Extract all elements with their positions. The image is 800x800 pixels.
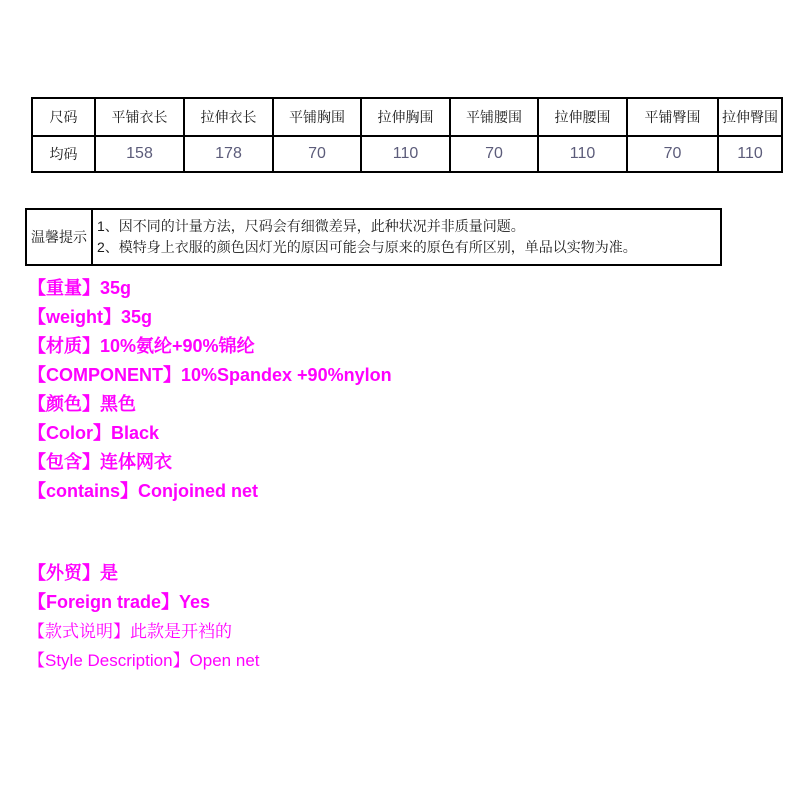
size-table-cell-stretch-hip: 110	[718, 136, 782, 172]
size-table-cell-flat-length: 158	[95, 136, 184, 172]
size-table-header-stretch-length: 拉伸衣长	[184, 98, 273, 136]
detail-color-en: 【Color】Black	[28, 423, 160, 443]
size-table-cell-size: 均码	[32, 136, 95, 172]
product-details	[28, 274, 392, 675]
notice-label: 温馨提示	[27, 210, 93, 264]
detail-foreign-trade-cn: 【外贸】是	[28, 563, 118, 583]
detail-color-cn: 【颜色】黑色	[28, 394, 136, 414]
size-table-cell-flat-bust: 70	[273, 136, 361, 172]
notice-line-2: 2、模特身上衣服的颜色因灯光的原因可能会与原来的原色有所区别，单品以实物为准。	[97, 239, 637, 255]
notice-body	[93, 210, 720, 264]
detail-contains-cn: 【包含】连体网衣	[28, 452, 172, 472]
size-table-cell-stretch-bust: 110	[361, 136, 450, 172]
detail-foreign-trade-en: 【Foreign trade】Yes	[28, 592, 211, 612]
size-table-cell-flat-hip: 70	[627, 136, 718, 172]
size-table-row	[32, 136, 782, 172]
size-table	[31, 97, 783, 173]
size-table-cell-stretch-waist: 110	[538, 136, 627, 172]
size-table-header-size: 尺码	[32, 98, 95, 136]
size-table-header-stretch-waist: 拉伸腰围	[538, 98, 627, 136]
notice-line-1: 1、因不同的计量方法，尺码会有细微差异，此种状况并非质量问题。	[97, 218, 525, 234]
size-table-header-flat-length: 平铺衣长	[95, 98, 184, 136]
detail-contains-en: 【contains】Conjoined net	[28, 481, 259, 501]
size-table-header-row	[32, 98, 782, 136]
detail-material-en: 【COMPONENT】10%Spandex +90%nylon	[28, 365, 392, 385]
size-table-cell-flat-waist: 70	[450, 136, 538, 172]
detail-weight-en: 【weight】35g	[28, 307, 153, 327]
detail-material-cn: 【材质】10%氨纶+90%锦纶	[28, 336, 255, 356]
detail-spacer	[28, 506, 392, 559]
notice-box	[25, 208, 722, 266]
detail-weight-cn: 【重量】35g	[28, 278, 132, 298]
detail-style-cn: 【款式说明】此款是开裆的	[28, 622, 232, 641]
size-table-header-flat-hip: 平铺臀围	[627, 98, 718, 136]
size-table-cell-stretch-length: 178	[184, 136, 273, 172]
size-table-header-flat-bust: 平铺胸围	[273, 98, 361, 136]
size-table-header-stretch-hip: 拉伸臀围	[718, 98, 782, 136]
size-table-header-flat-waist: 平铺腰围	[450, 98, 538, 136]
size-table-header-stretch-bust: 拉伸胸围	[361, 98, 450, 136]
detail-style-en: 【Style Description】Open net	[28, 651, 260, 670]
